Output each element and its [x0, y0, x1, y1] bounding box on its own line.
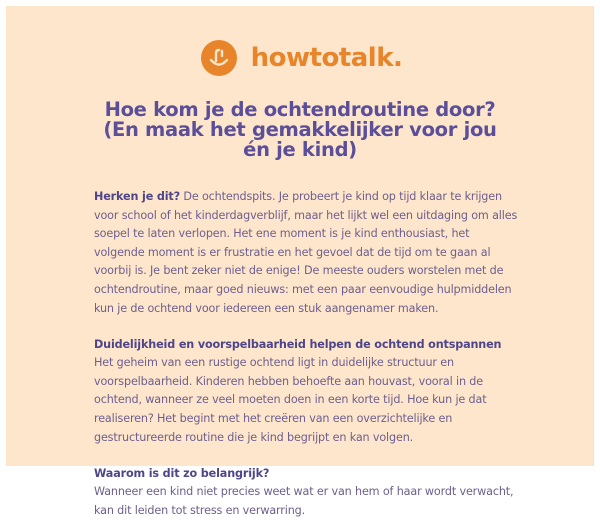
section-importance: [94, 465, 518, 520]
section-heading: Duidelijkheid en voorspelbaarheid helpen de ochtend ontspannen: [94, 338, 502, 352]
section-clarity: [94, 336, 518, 447]
article-body: [94, 188, 518, 520]
section-heading: Waarom is dit zo belangrijk?: [94, 467, 270, 481]
intro-text: De ochtendspits. Je probeert je kind op tijd klaar te krijgen voor school of het kinderdagverblijf, maar het lijkt wel een uitdaging om alles soepel te laten verlopen. Het ene moment is je kind enthousiast, het volgende moment is er frustratie en het gevoel dat de tijd om te gaan al voorbij is. Je bent zeker niet de enige! De meeste ouders worstelen met de ochtendroutine, maar goed nieuws: met een paar eenvoudige hulpmiddelen kun je de ochtend voor iedereen een stuk aangenamer maken.: [94, 190, 518, 315]
intro-paragraph: [94, 188, 518, 318]
smile-logo-icon: [201, 40, 237, 76]
brand-name: howtotalk.: [250, 43, 403, 73]
section-body: Wanneer een kind niet precies weet wat er van hem of haar wordt verwacht, kan dit leiden tot stress en verwarring.: [94, 485, 514, 517]
intro-lead: Herken je dit?: [94, 190, 180, 203]
article-title: Hoe kom je de ochtendroutine door? (En maak het gemakkelijker voor jou én je kind): [103, 98, 497, 161]
email-card: [6, 6, 594, 517]
brand-logo[interactable]: [6, 40, 593, 76]
section-body: Het geheim van een rustige ochtend ligt in duidelijke structuur en voorspelbaarheid. Kinderen hebben behoefte aan houvast, vooral in de ochtend, wanneer ze veel moeten doen in een korte tijd. Hoe kun je dat realiseren? Het begint met het creëren van een overzichtelijke en gestructureerde routine die je kind begrijpt en kan volgen.: [94, 356, 487, 444]
